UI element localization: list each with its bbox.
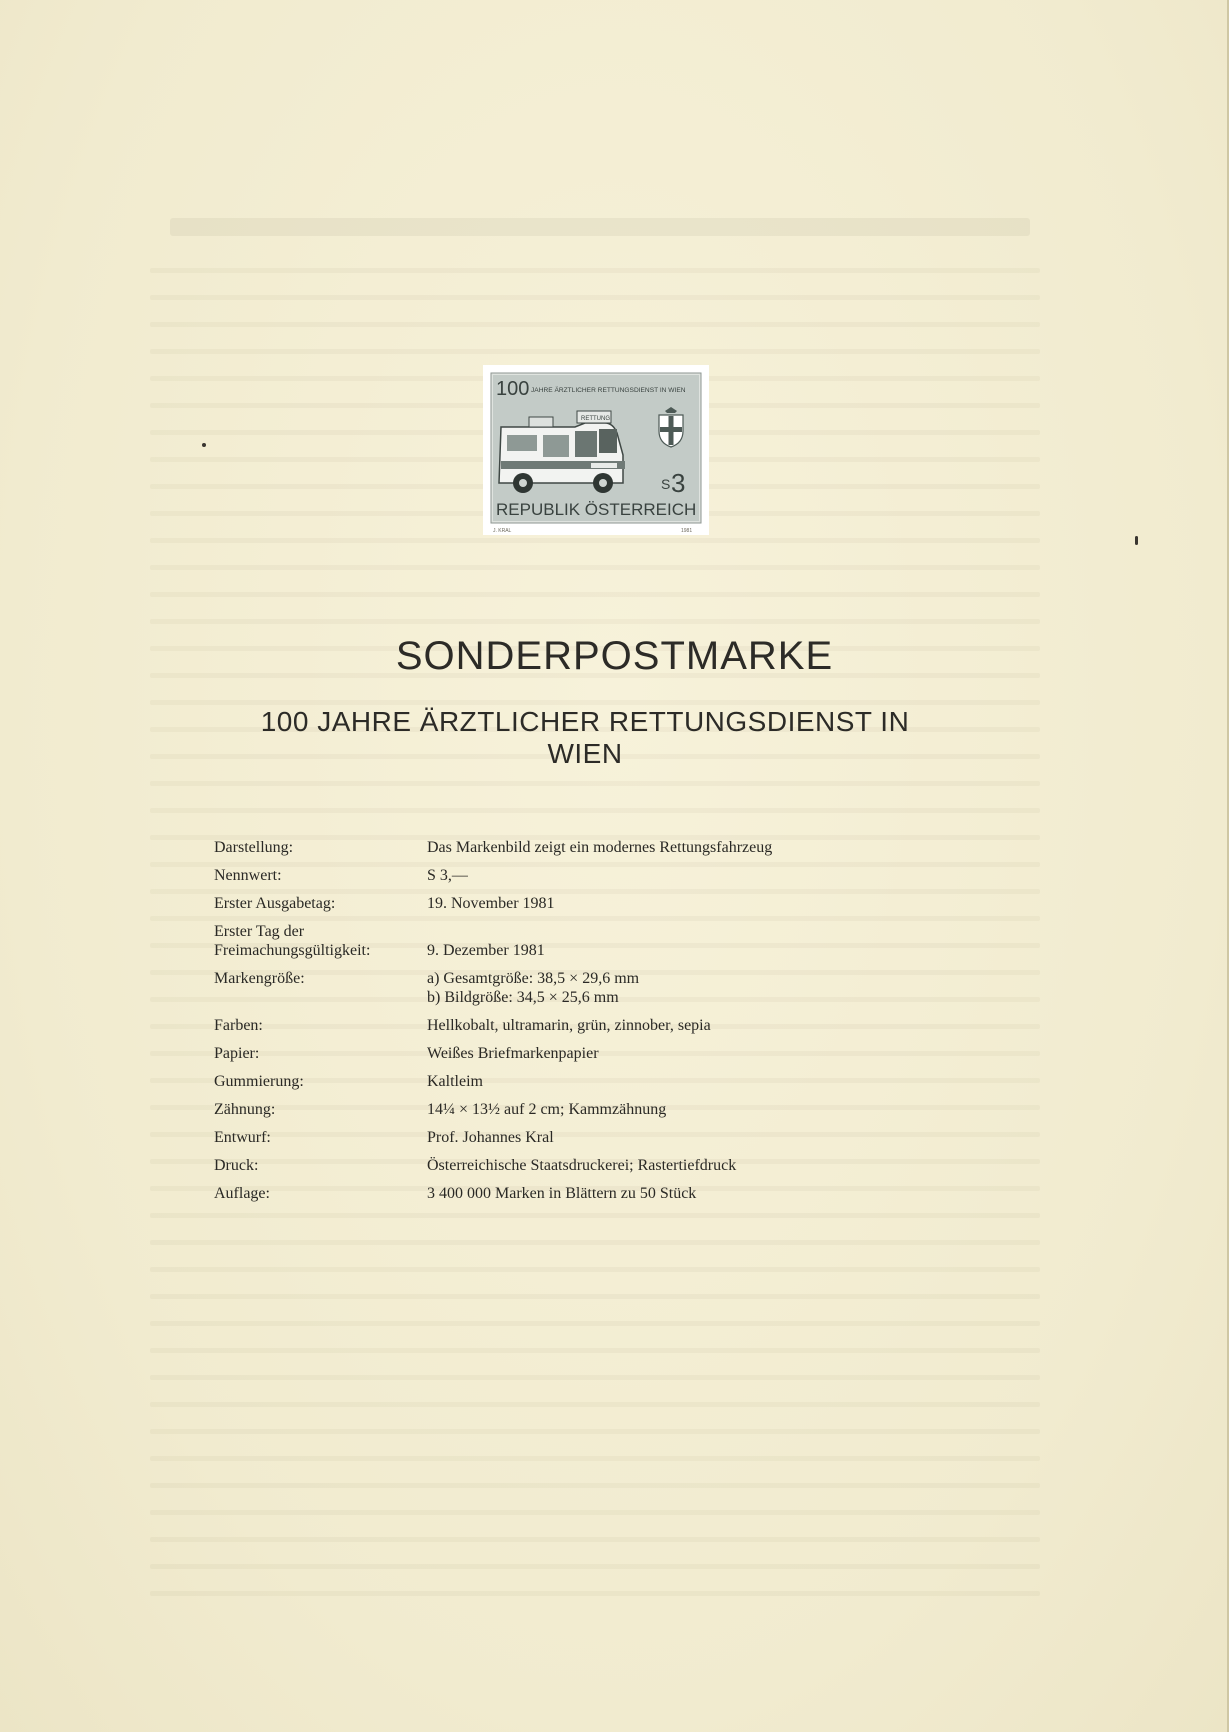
detail-value-line-2: b) Bildgröße: 34,5 × 25,6 mm: [427, 989, 619, 1006]
detail-label: Druck:: [214, 1157, 259, 1174]
detail-value: 14¼ × 13½ auf 2 cm; Kammzähnung: [427, 1101, 667, 1118]
detail-label-line-1: Erster Tag der: [214, 923, 305, 940]
detail-value: S 3,—: [427, 867, 468, 884]
detail-label: Erster Ausgabetag:: [214, 895, 336, 912]
detail-label-line-2: Freimachungsgültigkeit:: [214, 942, 371, 959]
detail-value: Weißes Briefmarkenpapier: [427, 1045, 599, 1062]
detail-value: Österreichische Staatsdruckerei; Rastertiefdruck: [427, 1157, 737, 1174]
detail-row-gummierung: [214, 1072, 1014, 1091]
speck: [202, 443, 206, 447]
vehicle-sign: RETTUNG: [581, 416, 610, 422]
detail-label: Zähnung:: [214, 1101, 276, 1118]
detail-value: Das Markenbild zeigt ein modernes Rettungsfahrzeug: [427, 839, 773, 856]
stamp-country: REPUBLIK ÖSTERREICH: [496, 500, 697, 519]
detail-value: 19. November 1981: [427, 895, 555, 912]
detail-value: Prof. Johannes Kral: [427, 1129, 554, 1146]
stamp-details-table: [214, 838, 1014, 1212]
detail-value: [427, 969, 1014, 1007]
page-title: SONDERPOSTMARKE: [395, 634, 834, 678]
detail-row-zaehnung: [214, 1100, 1014, 1119]
detail-value: Hellkobalt, ultramarin, grün, zinnober, sepia: [427, 1017, 711, 1034]
detail-label: Farben:: [214, 1017, 263, 1034]
detail-row-druck: [214, 1156, 1014, 1175]
detail-row-darstellung: [214, 838, 1014, 857]
detail-label: [214, 922, 427, 960]
detail-row-entwurf: [214, 1128, 1014, 1147]
detail-label: Darstellung:: [214, 839, 294, 856]
detail-value: Kaltleim: [427, 1073, 483, 1090]
detail-value: 3 400 000 Marken in Blättern zu 50 Stück: [427, 1185, 697, 1202]
stamp-image: [483, 365, 709, 535]
detail-row-farben: [214, 1016, 1014, 1035]
detail-label: Markengröße:: [214, 970, 305, 987]
reverse-side-title-showthrough: [170, 218, 1030, 236]
subtitle-line-1: 100 JAHRE ÄRZTLICHER RETTUNGSDIENST IN: [260, 706, 910, 737]
stamp-value-number: 3: [671, 468, 686, 498]
detail-label: Entwurf:: [214, 1129, 271, 1146]
detail-row-nennwert: [214, 866, 1014, 885]
detail-label: Nennwert:: [214, 867, 282, 884]
detail-value-line-1: a) Gesamtgröße: 38,5 × 29,6 mm: [427, 970, 640, 987]
detail-label: Papier:: [214, 1045, 260, 1062]
detail-row-markengroesse: [214, 969, 1014, 1007]
speck: [1135, 536, 1138, 545]
stamp-header-text: JAHRE ÄRZTLICHER RETTUNGSDIENST IN WIEN: [531, 387, 686, 394]
stamp-artist: J. KRAL: [493, 528, 512, 534]
page-subtitle: [210, 706, 960, 770]
detail-row-papier: [214, 1044, 1014, 1063]
detail-row-auflage: [214, 1184, 1014, 1203]
detail-label: Gummierung:: [214, 1073, 304, 1090]
stamp-value-currency: S: [661, 476, 671, 492]
stamp-header-number: 100: [496, 378, 530, 400]
subtitle-line-2: WIEN: [547, 738, 623, 769]
detail-row-freimachung: [214, 922, 1014, 960]
detail-row-ausgabetag: [214, 894, 1014, 913]
stamp-year: 1981: [681, 528, 693, 534]
detail-value: 9. Dezember 1981: [427, 942, 545, 959]
detail-label: Auflage:: [214, 1185, 270, 1202]
